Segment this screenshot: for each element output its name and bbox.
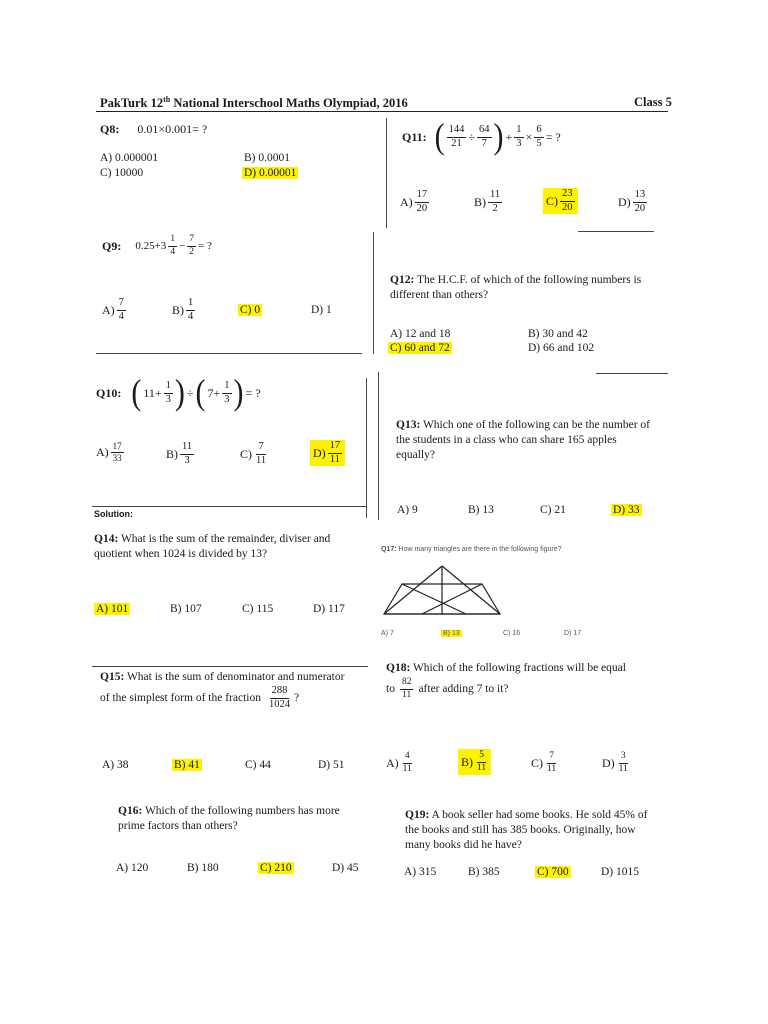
q12-label: Q12: <box>390 274 415 286</box>
q11-b-den: 2 <box>492 202 498 214</box>
q10-c-num: 7 <box>256 442 265 455</box>
q10-d-num: 17 <box>328 441 343 454</box>
q12-question <box>390 273 652 303</box>
q18-c-label: C) <box>531 755 543 770</box>
q14-option-a: A) 101 <box>96 603 129 615</box>
q18-option-b <box>458 749 491 775</box>
rule-q11 <box>578 231 654 232</box>
col-divider-1 <box>386 118 387 228</box>
q13-label: Q13: <box>396 419 421 431</box>
q10-paren-1-close: ) <box>174 372 185 413</box>
q12-option-b: B) 30 and 42 <box>528 328 588 340</box>
rule-q9 <box>96 353 362 354</box>
q11-a-label: A) <box>400 194 413 209</box>
q15-text2: of the simplest form of the fraction <box>100 692 261 704</box>
q13-option-c: C) 21 <box>540 504 566 516</box>
q10-b-label: B) <box>166 446 178 461</box>
q9-e1: 0.25+3 <box>135 240 167 252</box>
q16-option-c: C) 210 <box>260 862 292 874</box>
q18-question-line2 <box>386 678 509 700</box>
q11-frac-4-den: 5 <box>536 137 542 149</box>
q19-option-a: A) 315 <box>404 866 437 878</box>
q10-option-b <box>166 442 194 466</box>
q17-option-d: D) 17 <box>564 630 582 637</box>
q9-a-den: 4 <box>118 310 124 322</box>
q10-f2-den: 3 <box>224 393 230 405</box>
rule-q12 <box>596 373 668 374</box>
q15-qmark: ? <box>293 692 300 704</box>
q11-frac-3-num: 1 <box>514 125 523 138</box>
q19-question <box>405 808 657 853</box>
q18-frac-den: 11 <box>402 689 412 700</box>
q15-text1: What is the sum of denominator and numerator <box>126 671 345 683</box>
q15-frac-num: 288 <box>270 686 290 699</box>
q10-b-num: 11 <box>180 442 194 455</box>
solution-label: Solution: <box>94 509 133 519</box>
rule-q10 <box>92 506 366 507</box>
q18-d-num: 3 <box>619 752 628 764</box>
q14-option-b: B) 107 <box>170 603 202 615</box>
q11-c-num: 23 <box>560 189 575 202</box>
col-divider-4 <box>366 378 367 518</box>
q9-b-den: 4 <box>188 310 194 322</box>
diagonal-line-1 <box>402 584 466 614</box>
q16-option-d: D) 45 <box>332 862 359 874</box>
q11-option-a <box>400 190 429 214</box>
q18-b-den: 11 <box>477 762 487 773</box>
q10-e1: 11+ <box>143 385 162 400</box>
q17-text: How many triangles are there in the following figure? <box>398 546 562 553</box>
q17-option-a: A) 7 <box>381 630 394 637</box>
q10-div-op: ÷ <box>186 385 194 400</box>
q18-c-num: 7 <box>547 752 556 764</box>
q15-option-b: B) 41 <box>174 759 200 771</box>
q18-a-label: A) <box>386 755 399 770</box>
q18-d-den: 11 <box>618 763 628 774</box>
q13-option-b: B) 13 <box>468 504 494 516</box>
title-main: PakTurk 12 <box>100 96 164 111</box>
q10-f1-num: 1 <box>164 381 173 394</box>
q18-b-label: B) <box>461 754 473 769</box>
q13-option-d: D) 33 <box>613 504 640 516</box>
q11-c-den: 20 <box>562 201 573 213</box>
q10-label: Q10: <box>96 385 122 400</box>
q8-option-c: C) 10000 <box>100 167 144 179</box>
title-sup: th <box>163 95 171 104</box>
q10-d-label: D) <box>313 445 326 460</box>
apex-left-edge <box>384 566 442 614</box>
q11-frac-2-den: 7 <box>481 137 487 149</box>
q18-pre: to <box>386 683 395 695</box>
q11-frac-4-num: 6 <box>534 125 543 138</box>
q12-option-a: A) 12 and 18 <box>390 328 451 340</box>
q10-paren-2-open: ( <box>195 372 206 413</box>
q10-b-den: 3 <box>184 454 190 466</box>
q11-label: Q11: <box>402 129 427 144</box>
q11-paren-close: ) <box>493 116 504 157</box>
q9-b-num: 1 <box>186 298 195 311</box>
q18-option-d <box>602 752 630 774</box>
q18-post: after adding 7 to it? <box>418 683 509 695</box>
q19-text: A book seller had some books. He sold 45% of the books and still has 385 books. Originally, how many books did he have? <box>405 809 648 851</box>
q9-option-b <box>172 298 195 322</box>
q15-label: Q15: <box>100 671 125 683</box>
header-rule <box>96 111 668 112</box>
diagonal-line-2 <box>422 584 482 614</box>
q11-frac-1-num: 144 <box>447 125 467 138</box>
q19-option-c: C) 700 <box>537 866 569 878</box>
q16-option-b: B) 180 <box>187 862 219 874</box>
q16-label: Q16: <box>118 805 143 817</box>
q11-b-label: B) <box>474 194 486 209</box>
q11-frac-2-num: 64 <box>477 125 492 138</box>
q10-option-d <box>310 440 345 466</box>
q11-plus-op: + <box>505 129 513 144</box>
q9-minus: − <box>179 240 186 252</box>
q15-question <box>100 670 370 685</box>
col-divider-2 <box>373 232 374 354</box>
q14-option-d: D) 117 <box>313 603 345 615</box>
q10-equals: = ? <box>245 385 261 400</box>
q11-frac-1 <box>447 125 467 149</box>
q14-label: Q14: <box>94 533 119 545</box>
q18-option-c <box>531 752 558 774</box>
q11-equals: = ? <box>545 129 561 144</box>
q11-mul-op: × <box>525 129 533 144</box>
q9-a-label: A) <box>102 302 115 317</box>
q9-question <box>102 235 212 257</box>
q18-d-label: D) <box>602 755 615 770</box>
title-rest: National Interschool Maths Olympiad, 2016 <box>170 96 408 111</box>
q8-label: Q8: <box>100 122 120 136</box>
q18-text1: Which of the following fractions will be equal <box>412 662 626 674</box>
q12-option-d: D) 66 and 102 <box>528 342 595 354</box>
q11-option-b <box>474 190 502 214</box>
q11-div-op: ÷ <box>468 129 476 144</box>
q11-frac-2 <box>477 125 492 149</box>
q9-f2-num: 7 <box>187 235 196 247</box>
q18-a-den: 11 <box>402 763 412 774</box>
q11-c-label: C) <box>546 193 558 208</box>
q18-c-den: 11 <box>547 763 557 774</box>
q17-label: Q17: <box>381 546 397 553</box>
q8-question <box>100 122 207 137</box>
q9-a-num: 7 <box>117 298 126 311</box>
q18-a-num: 4 <box>403 752 412 764</box>
q9-f1-den: 4 <box>170 246 176 257</box>
q16-option-a: A) 120 <box>116 862 149 874</box>
q8-option-a: A) 0.000001 <box>100 152 159 164</box>
q11-paren-open: ( <box>434 116 445 157</box>
q12-option-c: C) 60 and 72 <box>390 342 450 354</box>
q17-question <box>381 546 611 554</box>
q15-frac-den: 1024 <box>268 698 290 710</box>
q19-option-d: D) 1015 <box>601 866 640 878</box>
q13-question <box>396 418 652 463</box>
q10-option-a <box>96 442 124 463</box>
q13-option-a: A) 9 <box>397 504 418 516</box>
q14-question <box>94 532 360 562</box>
q11-option-d <box>618 190 647 214</box>
q18-frac-num: 82 <box>400 678 414 690</box>
q11-frac-3-den: 3 <box>516 137 522 149</box>
q9-label: Q9: <box>102 238 122 253</box>
q11-frac-3 <box>514 125 523 149</box>
q8-expr: 0.01×0.001= ? <box>137 122 208 136</box>
rule-q15 <box>92 666 368 667</box>
q9-f1-num: 1 <box>168 235 177 247</box>
q9-equals: = ? <box>198 240 212 252</box>
q18-b-num: 5 <box>477 751 486 763</box>
q14-option-c: C) 115 <box>242 603 274 615</box>
q18-question <box>386 661 656 676</box>
q12-text: The H.C.F. of which of the following numbers is different than others? <box>390 274 642 301</box>
q16-text: Which of the following numbers has more prime factors than others? <box>118 805 340 832</box>
q11-a-num: 17 <box>415 190 430 203</box>
q11-option-c <box>543 188 578 214</box>
q18-option-a <box>386 752 414 774</box>
q11-question <box>402 116 561 157</box>
page-title <box>100 95 408 111</box>
q14-text: What is the sum of the remainder, diviser and quotient when 1024 is divided by 13? <box>94 533 331 560</box>
q16-question <box>118 804 364 834</box>
q10-paren-1-open: ( <box>131 372 142 413</box>
q10-d-den: 11 <box>329 453 340 465</box>
q10-f2-num: 1 <box>222 381 231 394</box>
q8-option-d: D) 0.00001 <box>244 167 297 179</box>
q10-paren-2-close: ) <box>233 372 244 413</box>
q15-option-c: C) 44 <box>245 759 271 771</box>
q15-option-d: D) 51 <box>318 759 345 771</box>
q10-c-label: C) <box>240 446 252 461</box>
q10-f1-den: 3 <box>165 393 171 405</box>
q13-text: Which one of the following can be the number of the students in a class who can share 165 apples equally? <box>396 419 651 461</box>
q17-option-c: C) 16 <box>503 630 521 637</box>
q10-option-c <box>240 442 268 466</box>
q19-label: Q19: <box>405 809 430 821</box>
q10-a-den: 33 <box>112 453 122 463</box>
q19-option-b: B) 385 <box>468 866 500 878</box>
q11-frac-4 <box>534 125 543 149</box>
q11-d-label: D) <box>618 194 631 209</box>
q10-c-den: 11 <box>256 454 267 466</box>
q11-d-den: 20 <box>634 202 646 214</box>
col-divider-3 <box>378 372 379 520</box>
q9-b-label: B) <box>172 302 184 317</box>
q15-question-line2 <box>100 686 299 710</box>
q11-a-den: 20 <box>416 202 428 214</box>
q10-question <box>96 372 261 413</box>
q10-a-num: 17 <box>112 441 122 451</box>
q10-e3: 7+ <box>207 385 221 400</box>
class-label: Class 5 <box>634 95 672 109</box>
q11-b-num: 11 <box>488 190 502 203</box>
q18-label: Q18: <box>386 662 411 674</box>
q15-option-a: A) 38 <box>102 759 129 771</box>
q9-option-a <box>102 298 126 322</box>
triangle-figure <box>382 560 506 628</box>
q17-option-b: B) 13 <box>443 630 460 637</box>
q9-f2-den: 2 <box>189 246 195 257</box>
q9-option-c: C) 0 <box>240 304 261 316</box>
q10-a-label: A) <box>96 445 109 459</box>
q11-frac-1-den: 21 <box>451 137 462 149</box>
q8-option-b: B) 0.0001 <box>244 152 290 164</box>
q9-option-d: D) 1 <box>311 304 332 316</box>
q11-d-num: 13 <box>633 190 648 203</box>
